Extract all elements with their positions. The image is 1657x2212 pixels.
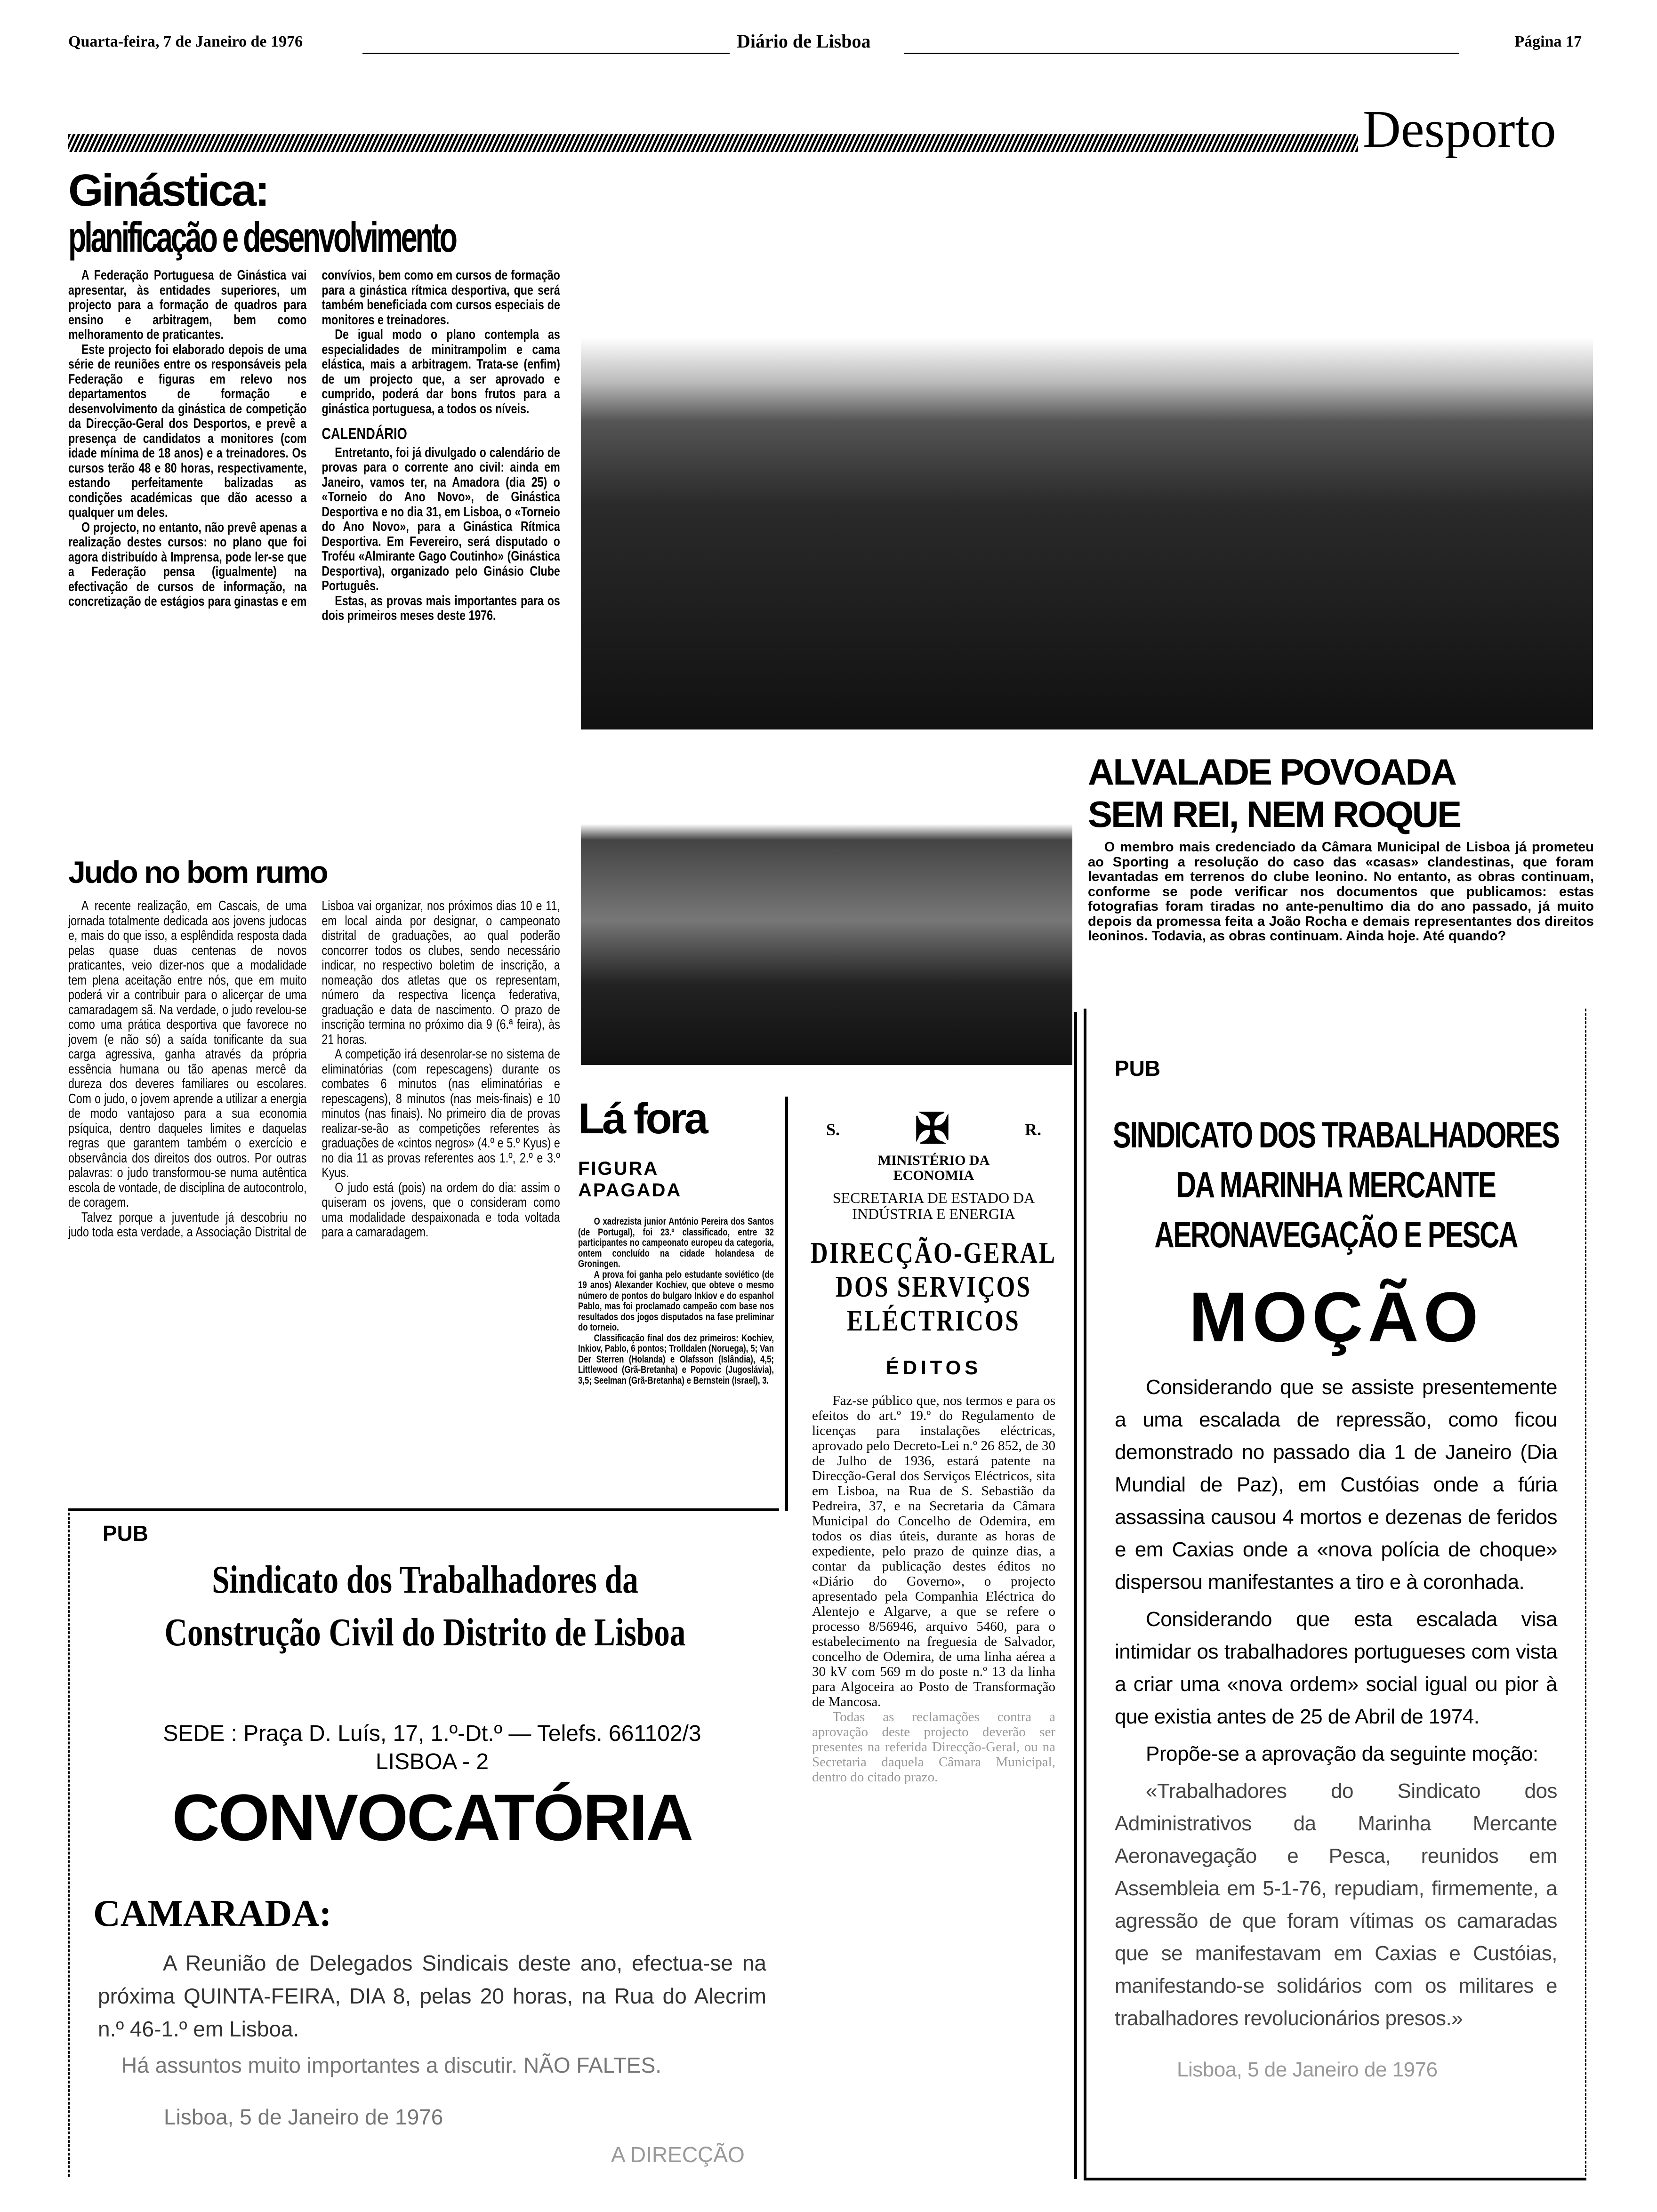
convocatoria-heading: CONVOCATÓRIA [172,1780,692,1854]
divider [904,53,1459,54]
mocao-heading: MOÇÃO [1189,1277,1483,1356]
issue-date: Quarta-feira, 7 de Janeiro de 1976 [68,33,303,50]
paragraph: A prova foi ganha pelo estudante soviético (de 19 anos) Alexander Kochiev, que obteve o mesmo número de pontos do bulgaro Inkiov e do espanhol Pablo, mas foi proclamado campeão com base nos resultados dos jogos disputados na fase preliminar do torneio. [578,1269,774,1333]
signature: A DIRECÇÃO [611,2142,745,2167]
ministry: MINISTÉRIO DA ECONOMIA [877,1153,990,1183]
salutation: CAMARADA: [93,1893,332,1934]
paragraph: De igual modo o plano contempla as especialidades de minitrampolim e cama elástica, mais a arbitragem. Trata-se (enfim) de um projecto que, a ser aprovado e cumprido, poderá dar bons frutos para a ginástica portuguesa, a todos os níveis. [322,327,560,417]
secretaria: SECRETARIA DE ESTADO DA INDÚSTRIA E ENERGIA [832,1189,1035,1222]
union-name: SINDICATO DOS TRABALHADORES DA MARINHA MERCANTE AERONAVEGAÇÃO E PESCA [1112,1114,1559,1255]
la-fora-subtitle [578,1158,776,1201]
photo-clandestine-houses [581,744,1072,1065]
paragraph: A recente realização, em Cascais, de uma jornada totalmente dedicada aos jovens judocas e, mais do que isso, a esplêndida resposta dada pelas quase duas centenas de novos praticantes, veio dizer-nos que a modalidade tem plena aceitação entre nós, que em muito poderá vir a contribuir para o alicerçar de uma camaradagem sã. Na verdade, o judo revelou-se como uma prática desportiva que favorece no jovem (e não só) a saída tonificante da sua carga agressiva, ganha através da própria essência humana ou tão apenas mercê da dureza dos deveres familiares ou escolares. Com o judo, o jovem aprende a utilizar a energia de modo vantajoso para a sua economia psíquica, dentro daqueles limites e daquelas regras que garantem também o exercício e observância dos direitos dos outros. Por outras palavras: o judo transformou-se numa autêntica escola de vontade, de disciplina de autocontrolo, de coragem. [68,898,307,1210]
page-number: Página 17 [1514,33,1582,50]
subtitle-line: APAGADA [578,1180,682,1201]
headline-line: ALVALADE POVOADA [1088,751,1456,793]
paragraph: Propõe-se a aprovação da seguinte moção: [1146,1742,1538,1765]
judo-article [68,899,560,1497]
pub-marinha-mercante [1084,1009,1586,2180]
section-title: Desporto [1363,100,1556,159]
paragraph: Todas as reclamações contra a aprovação deste projecto deverão ser presentes na referida Direcção-Geral, ou na Secretaria daquela Câmara Municipal, dentro do citado prazo. [812,1709,1055,1785]
pub-label: PUB [103,1521,149,1546]
photo-construction-site [581,169,1593,729]
newspaper-name: Diário de Lisboa [737,31,871,52]
union-address: SEDE : Praça D. Luís, 17, 1.º-Dt.º — Telefs. 661102/3 [163,1721,701,1746]
paragraph: Estas, as provas mais importantes para os dois primeiros meses deste 1976. [322,593,560,623]
paragraph: Entretanto, foi já divulgado o calendário de provas para o corrente ano civil: ainda em Janeiro, vamos ter, na Amadora (dia 25) o «Torneio do Ano Novo», de Ginástica Desportiva e no dia 31, em Lisboa, o «Torneio do Ano Novo», para a Ginástica Rítmica Desportiva. Em Fevereiro, será disputado o Troféu «Almirante Gago Coutinho» (Ginástica Desportiva), organizado pelo Ginásio Clube Português. [322,445,560,593]
paragraph: Considerando que esta escalada visa intimidar os trabalhadores portugueses com vista a criar uma «nova ordem» social igual ou pior à que existia antes de 25 de Abril de 1974. [1115,1608,1557,1728]
convocation-text: A Reunião de Delegados Sindicais deste ano, efectua-se na próxima QUINTA-FEIRA, DIA 8, pelas 20 horas, na Rua do Alecrim n.º 46-1.º em Lisboa. [98,1951,766,2041]
pub-construcao-civil [68,1508,779,2177]
emblem-letter: S. [826,1120,840,1139]
editos-title: ÉDITOS [885,1356,982,1378]
headline-line: Ginástica: [68,165,268,216]
headline-line: SEM REI, NEM ROQUE [1088,793,1461,835]
ginastica-headline [68,167,563,261]
paragraph: O projecto, no entanto, não prevê apenas a realização destes cursos: no plano que foi agora distribuído à Imprensa, pode ler-se que a Federação pensa (igualmente) na efectivação de cursos de informação, na concretização de estágios para ginastas e em convívios, bem como em cursos de formação para a ginástica rítmica desportiva, que será também beneficiada com cursos especiais de monitores e treinadores. [68,268,560,609]
paragraph: «Trabalhadores do Sindicato dos Administrativos da Marinha Mercante Aeronavegação e Pesca, reunidos em Assembleia em 5-1-76, repudiam, firmemente, a agressão de que foram vítimas os camaradas que se manifestavam em Caxias e Custóias, manifestando-se solidários com os militares e trabalhadores revolucionários presos.» [1115,1779,1557,2030]
judo-headline: Judo no bom rumo [68,855,327,890]
subtitle-line: FIGURA [578,1158,659,1179]
emblem-letter: R. [1024,1120,1041,1139]
paragraph: Este projecto foi elaborado depois de uma série de reuniões entre os responsáveis pela Federação e figuras em relevo nos departamentos de formação e desenvolvimento da ginástica de competição da Direcção-Geral dos Desportos, e prevê a presença de candidatos a monitores (com idade mínima de 18 anos) e a treinadores. Os cursos terão 48 e 80 horas, respectivamente, estando perfeitamente balizadas as condições académicas que dão acesso a qualquer um deles. [68,342,307,520]
paragraph: A Federação Portuguesa de Ginástica vai apresentar, às entidades superiores, um projecto para a formação de quadros para ensino e arbitragem, bem como melhoramento de praticantes. [68,268,307,342]
alvalade-headline [1088,751,1594,835]
section-rule [68,134,1358,152]
alvalade-text: O membro mais credenciado da Câmara Municipal de Lisboa já prometeu ao Sporting a resolução do caso das «casas» clandestinas, que foram levantadas em terrenos do clube leonino. No entanto, as obras continuam, conforme se pode verificar nos documentos que publicamos: estas fotografias foram tiradas no ante-penultimo dia do ano passado, já muito depois da promessa feita a João Rocha e demais representantes dos direitos leoninos. Todavia, as obras continuam. Ainda hoje. Até quando? [1088,840,1594,944]
la-fora-article [578,1217,774,1386]
editos-notice [798,1106,1070,1785]
direccao-geral: DIRECÇÃO-GERAL DOS SERVIÇOS ELÉCTRICOS [810,1236,1057,1337]
paragraph: Considerando que se assiste presentemente a uma escalada de repressão, como ficou demonstrado no passado dia 1 de Janeiro (Dia Mundial de Paz), em Custóias onde a fúria assassina causou 4 mortos e dezenas de feridos e em Caxias onde a «nova polícia de choque» dispersou manifestantes a tiro e à coronhada. [1115,1376,1557,1594]
paragraph: O xadrezista junior António Pereira dos Santos (de Portugal), foi 23.º classificado, entre 32 participantes no campeonato europeu da categoria, ontem concluído na cidade holandesa de Groningen. [578,1216,774,1269]
la-fora-headline: Lá fora [578,1095,706,1143]
headline-line: planificação e desenvolvimento [68,214,456,261]
editos-text [798,1393,1070,1785]
paragraph: Faz-se público que, nos termos e para os efeitos do art.º 19.º do Regulamento de licenças para instalações eléctricas, aprovado pelo Decreto-Lei n.º 26 852, de 30 de Julho de 1936, estará patente na Direcção-Geral dos Serviços Eléctricos, sita em Lisboa, na Rua de S. Sebastião da Pedreira, 37, e na Secretaria da Câmara Municipal do Concelho de Odemira, em todos os dias úteis, durante as horas de expediente, pelo prazo de quinze dias, a contar da publicação destes éditos no «Diário do Governo», o projecto apresentado pela Companhia Eléctrica do Alentejo e Algarve, a que se refere o processo 8/56946, arquivo 5460, para o estabelecimento na freguesia de Salvador, concelho de Odemira, de uma linha aérea a 30 kV com 569 m do poste n.º 13 da linha para Algoceira ao Posto de Transformação de Mancosa. [812,1393,1055,1709]
pub-label: PUB [1115,1056,1161,1081]
coat-of-arms-icon: ✠ [914,1106,950,1153]
convocation-date: Lisboa, 5 de Janeiro de 1976 [164,2105,443,2129]
mocao-text [1115,1371,1557,2086]
divider [362,53,730,54]
paragraph: Talvez porque a juventude já descobriu no judo toda esta verdade, a Associação Distrital de Lisboa vai organizar, nos próximos dias 10 e 11, em local ainda por designar, o campeonato distrital de graduações, ao qual poderão concorrer todos os clubes, sendo necessário indicar, no respectivo boletim de inscrição, a nomeação dos atletas que os representam, número da respectiva licença federativa, graduação e data de nascimento. O prazo de inscrição termina no próximo dia 9 (6.ª feira), às 21 horas. [68,898,560,1240]
union-name: Sindicato dos Trabalhadores da Construção Civil do Distrito de Lisboa [164,1558,686,1654]
mocao-date: Lisboa, 5 de Janeiro de 1976 [1177,2058,1438,2081]
ginastica-article [68,268,560,850]
paragraph: Classificação final dos dez primeiros: Kochiev, Inkiov, Pablo, 6 pontos; Trolldalen (Noruega), 5; Van Der Sterren (Holanda) e Olafsson (Islândia), 4,5; Littlewood (Grã-Bretanha) e Popovic (Jugoslávia), 3,5; Seelman (Grã-Bretanha) e Bernstein (Israel), 3. [578,1332,774,1386]
warning-text: Há assuntos muito importantes a discutir. NÃO FALTES. [121,2053,662,2077]
paragraph: O judo está (pois) na ordem do dia: assim o quiseram os jovens, que o consideram como uma modalidade despaixonada e toda voltada para a camaradagem. [322,1180,560,1240]
paragraph: A competição irá desenrolar-se no sistema de eliminatórias (com repescagens) durante os combates 6 minutos (nas eliminatórias e repescagens), 8 minutos (nas meis-finais) e 10 minutos (nas finais). No primeiro dia de provas realizar-se-ão as competições referentes às graduações de «cintos negros» (4.º e 5.º Kyus) e no dia 11 as provas referentes aos 1.º, 2.º e 3.º Kyus. [322,1047,560,1180]
union-city: LISBOA - 2 [375,1749,489,1774]
column-rule [1074,1012,1077,2179]
column-rule [785,1097,788,1511]
subheading: CALENDÁRIO [322,425,407,443]
